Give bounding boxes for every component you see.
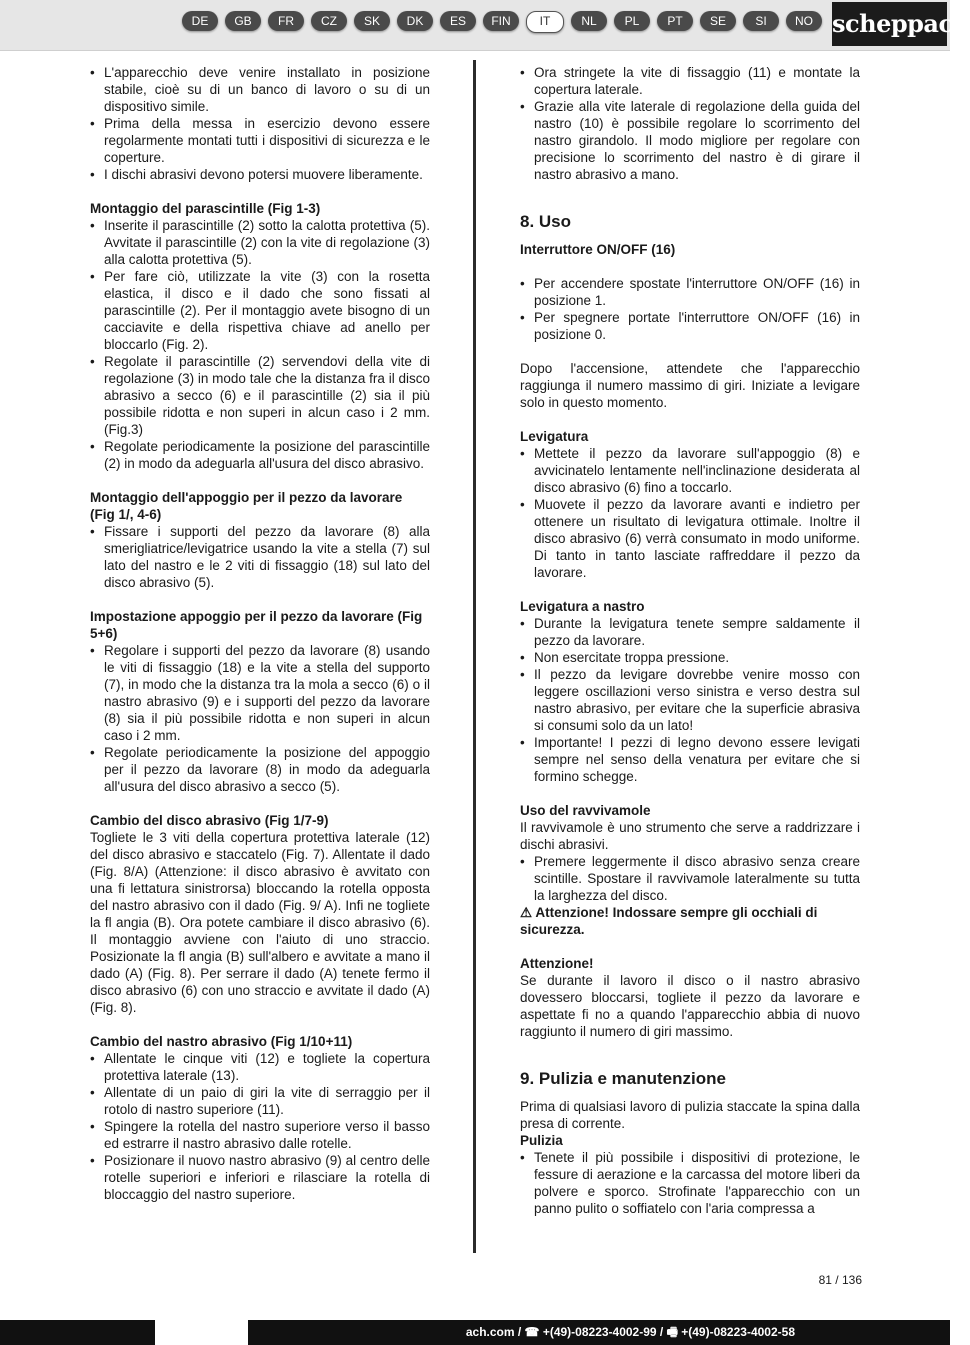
list-item: • Per fare ciò, utilizzate la vite (3) con la rosetta elastica, il disco e il dado che sono fissati al parascintille (2). Per il montaggio avete bisogno di un cacciavite e della rispettiva chiave ad anello per bloccarlo (Fig. 2). (90, 268, 430, 353)
list-item: • Inserite il parascintille (2) sotto la calotta protettiva (5). Avvitate il parascintille (2) con la vite di regolazione (3) alla calotta protettiva (5). (90, 217, 430, 268)
lang-tab-dk[interactable]: DK (397, 11, 433, 31)
chapter-heading-cleaning: 9. Pulizia e manutenzione (520, 1069, 726, 1088)
list-item: • Il pezzo da levigare dovrebbe venire mosso con leggere oscillazioni verso sinistra e verso destra sul nastro abrasivo, per evitare che la superficie abrasiva si consumi solo da un lato! (520, 666, 860, 734)
switch-list (520, 275, 860, 343)
section-heading-grinding: Levigatura (520, 429, 589, 444)
switch-text: Dopo l'accensione, attendete che l'apparecchio raggiunga il numero massimo di giri. Iniziate a levigare solo in questo momento. (520, 361, 860, 410)
belt-sanding-list (520, 615, 860, 785)
section-heading-switch: Interruttore ON/OFF (16) (520, 242, 676, 257)
footer-contact: ach.com / ☎ +(49)-08223-4002-99 / 🖷 +(49)-08223-4002-58 (465, 1325, 795, 1339)
section-heading-attention: Attenzione! (520, 956, 594, 971)
list-item: • Premere leggermente il disco abrasivo senza creare scintille. Spostare il ravvivamole lateralmente su tutta la larghezza del disco. (520, 853, 860, 904)
cleaning-list (520, 1149, 860, 1217)
footer-bar (0, 1320, 950, 1345)
list-item: • L'apparecchio deve venire installato in posizione stabile, cioè su di un banco di lavoro o su di un dispositivo simile. (90, 64, 430, 115)
warning-text: Attenzione! Indossare sempre gli occhiali di sicurezza. (520, 905, 818, 937)
lang-tab-nl[interactable]: NL (571, 11, 607, 31)
section-heading-spark-guard: Montaggio del parascintille (Fig 1-3) (90, 201, 321, 216)
section-heading-belt-sanding: Levigatura a nastro (520, 599, 645, 614)
section-heading-belt-change: Cambio del nastro abrasivo (Fig 1/10+11) (90, 1034, 353, 1049)
lang-tab-pt[interactable]: PT (657, 11, 693, 31)
belt-change-continued-list (520, 64, 860, 183)
rest-adjust-list (90, 642, 430, 795)
right-column (520, 64, 860, 1217)
lang-tab-no[interactable]: NO (786, 11, 822, 31)
list-item: • Regolate il parascintille (2) servendovi della vite di regolazione (3) in modo tale che la distanza fra il disco abrasivo a secco (6) e il parascintille (2) sia il più possibile ridotta e non superi in alcun caso i 2 mm.(Fig.3) (90, 353, 430, 438)
grinding-list (520, 445, 860, 581)
list-item: • Per spegnere portate l'interruttore ON/OFF (16) in posizione 0. (520, 309, 860, 343)
rest-mount-list (90, 523, 430, 591)
page-header (0, 0, 970, 51)
list-item: • I dischi abrasivi devono potersi muovere liberamente. (90, 166, 430, 183)
list-item: • Tenete il più possibile i dispositivi di protezione, le fessure di aerazione e la carcassa del motore liberi da polvere e sporco. Strofinate l'apparecchio con un panno pulito o soffiatelo con l'aria compressa a (520, 1149, 860, 1217)
warning-icon: ⚠ (520, 905, 533, 920)
list-item: • Allentate di un paio di giri la vite di serraggio per il rotolo di nastro superiore (11). (90, 1084, 430, 1118)
section-heading-rest-mount: Montaggio dell'appoggio per il pezzo da lavorare (Fig 1/, 4-6) (90, 490, 403, 522)
safety-warning (520, 904, 860, 938)
list-item: • Fissare i supporti del pezzo da lavorare (8) alla smerigliatrice/levigatrice usando la vite a stella (7) sul lato del nastro e le 2 viti di fissaggio (18) sul lato del disco abrasivo (5). (90, 523, 430, 591)
cleaning-text: Prima di qualsiasi lavoro di pulizia staccate la spina dalla presa di corrente. (520, 1099, 860, 1131)
lang-tab-si[interactable]: SI (743, 11, 779, 31)
list-item: • Importante! I pezzi di legno devono essere levigati sempre nel senso della venatura per evitare che si formino schegge. (520, 734, 860, 785)
section-heading-dresser: Uso del ravvivamole (520, 803, 651, 818)
lang-tab-pl[interactable]: PL (614, 11, 650, 31)
section-heading-rest-adjust: Impostazione appoggio per il pezzo da lavorare (Fig 5+6) (90, 609, 423, 641)
dresser-list (520, 853, 860, 904)
list-item: • Spingere la rotella del nastro superiore verso il basso ed estrarre il nastro abrasivo dalle rotelle. (90, 1118, 430, 1152)
list-item: • Regolate periodicamente la posizione del appoggio per il pezzo da lavorare (8) in modo da adeguarla all'usura del disco abrasivo a secco (5). (90, 744, 430, 795)
list-item: • Regolare i supporti del pezzo da lavorare (8) usando le viti di fissaggio (18) e la vite a stella del supporto (7), in modo che la distanza tra la mola a secco (6) o il nastro abrasivo (9) e i supporti del pezzo da lavorare (8) sia il più possibile ridotta e non superi in alcun caso i 2 mm. (90, 642, 430, 744)
list-item: • Muovete il pezzo da lavorare avanti e indietro per ottenere un risultato di levigatura ottimale. Inoltre il disco abrasivo (6) verrà consumato in modo uniforme. Di tanto in tanto lasciate raffreddare il pezzo da lavorare. (520, 496, 860, 581)
brand-logo: scheppach (832, 2, 947, 46)
language-tabs (182, 11, 822, 33)
list-item: • Posizionare il nuovo nastro abrasivo (9) al centro delle rotelle superiori e inferiori e rilasciare la rotella di bloccaggio del nastro superiore. (90, 1152, 430, 1203)
list-item: • Prima della messa in esercizio devono essere regolarmente montati tutti i dispositivi di sicurezza e le coperture. (90, 115, 430, 166)
intro-list (90, 64, 430, 183)
lang-tab-fr[interactable]: FR (268, 11, 304, 31)
list-item: • Per accendere spostate l'interruttore ON/OFF (16) in posizione 1. (520, 275, 860, 309)
chapter-heading-use: 8. Uso (520, 212, 572, 231)
list-item: • Non esercitate troppa pressione. (520, 649, 860, 666)
list-item: • Mettete il pezzo da lavorare sull'appoggio (8) e avvicinatelo lentamente nell'inclinazione desiderata al disco abrasivo (6) fino a toccarlo. (520, 445, 860, 496)
attention-text: Se durante il lavoro il disco o il nastro abrasivo dovessero bloccarsi, togliete il pezzo da lavorare e aspettate fi no a quando l'apparecchio abbia di nuovo raggiunto il numero di giri massimo. (520, 973, 860, 1039)
spark-guard-list (90, 217, 430, 472)
list-item: • Ora stringete la vite di fissaggio (11) e montate la copertura laterale. (520, 64, 860, 98)
page-number: 81 / 136 (818, 1273, 862, 1287)
section-heading-cleaning: Pulizia (520, 1133, 563, 1148)
lang-tab-cz[interactable]: CZ (311, 11, 347, 31)
lang-tab-se[interactable]: SE (700, 11, 736, 31)
lang-tab-de[interactable]: DE (182, 11, 218, 31)
lang-tab-it[interactable]: IT (526, 11, 564, 33)
belt-change-list (90, 1050, 430, 1203)
list-item: • Grazie alla vite laterale di regolazione della guida del nastro (10) è possibile regolare lo scorrimento del nastro girandolo. Il modo migliore per regolare con precisione lo scorrimento del nastro è di girare il nastro abrasivo a mano. (520, 98, 860, 183)
list-item: • Durante la levigatura tenete sempre saldamente il pezzo da lavorare. (520, 615, 860, 649)
lang-tab-gb[interactable]: GB (225, 11, 261, 31)
left-column (90, 64, 430, 1203)
lang-tab-fin[interactable]: FIN (483, 11, 519, 31)
dresser-text: Il ravvivamole è uno strumento che serve a raddrizzare i dischi abrasivi. (520, 820, 860, 852)
lang-tab-sk[interactable]: SK (354, 11, 390, 31)
list-item: • Allentate le cinque viti (12) e togliete la copertura protettiva laterale (13). (90, 1050, 430, 1084)
lang-tab-es[interactable]: ES (440, 11, 476, 31)
list-item: • Regolate periodicamente la posizione del parascintille (2) in modo da adeguarla all'usura del disco abrasivo. (90, 438, 430, 472)
column-divider (473, 60, 476, 1253)
disc-change-text: Togliete le 3 viti della copertura protettiva laterale (12) del disco abrasivo e staccatelo (Fig. 7). Allentate il dado (Fig. 8/A) (Attenzione: il disco abrasivo è avvitato con una fi lettatura sinistrorsa) bloccando la rotella opposta del nastro abrasivo con il dado (Fig. 9/ A). Infi ne togliete la fl angia (B). Ora potete cambiare il disco abrasivo (6). Il montaggio avviene con l'aiuto di uno straccio. Posizionate la fl angia (B) sull'albero e avvitate a mano il dado (A) (Fig. 8). Per serrare il dado (A) tenete fermo il disco abrasivo (6) con uno straccio e avvitate il dado (A) (Fig. 8). (90, 830, 430, 1015)
section-heading-disc-change: Cambio del disco abrasivo (Fig 1/7-9) (90, 813, 329, 828)
